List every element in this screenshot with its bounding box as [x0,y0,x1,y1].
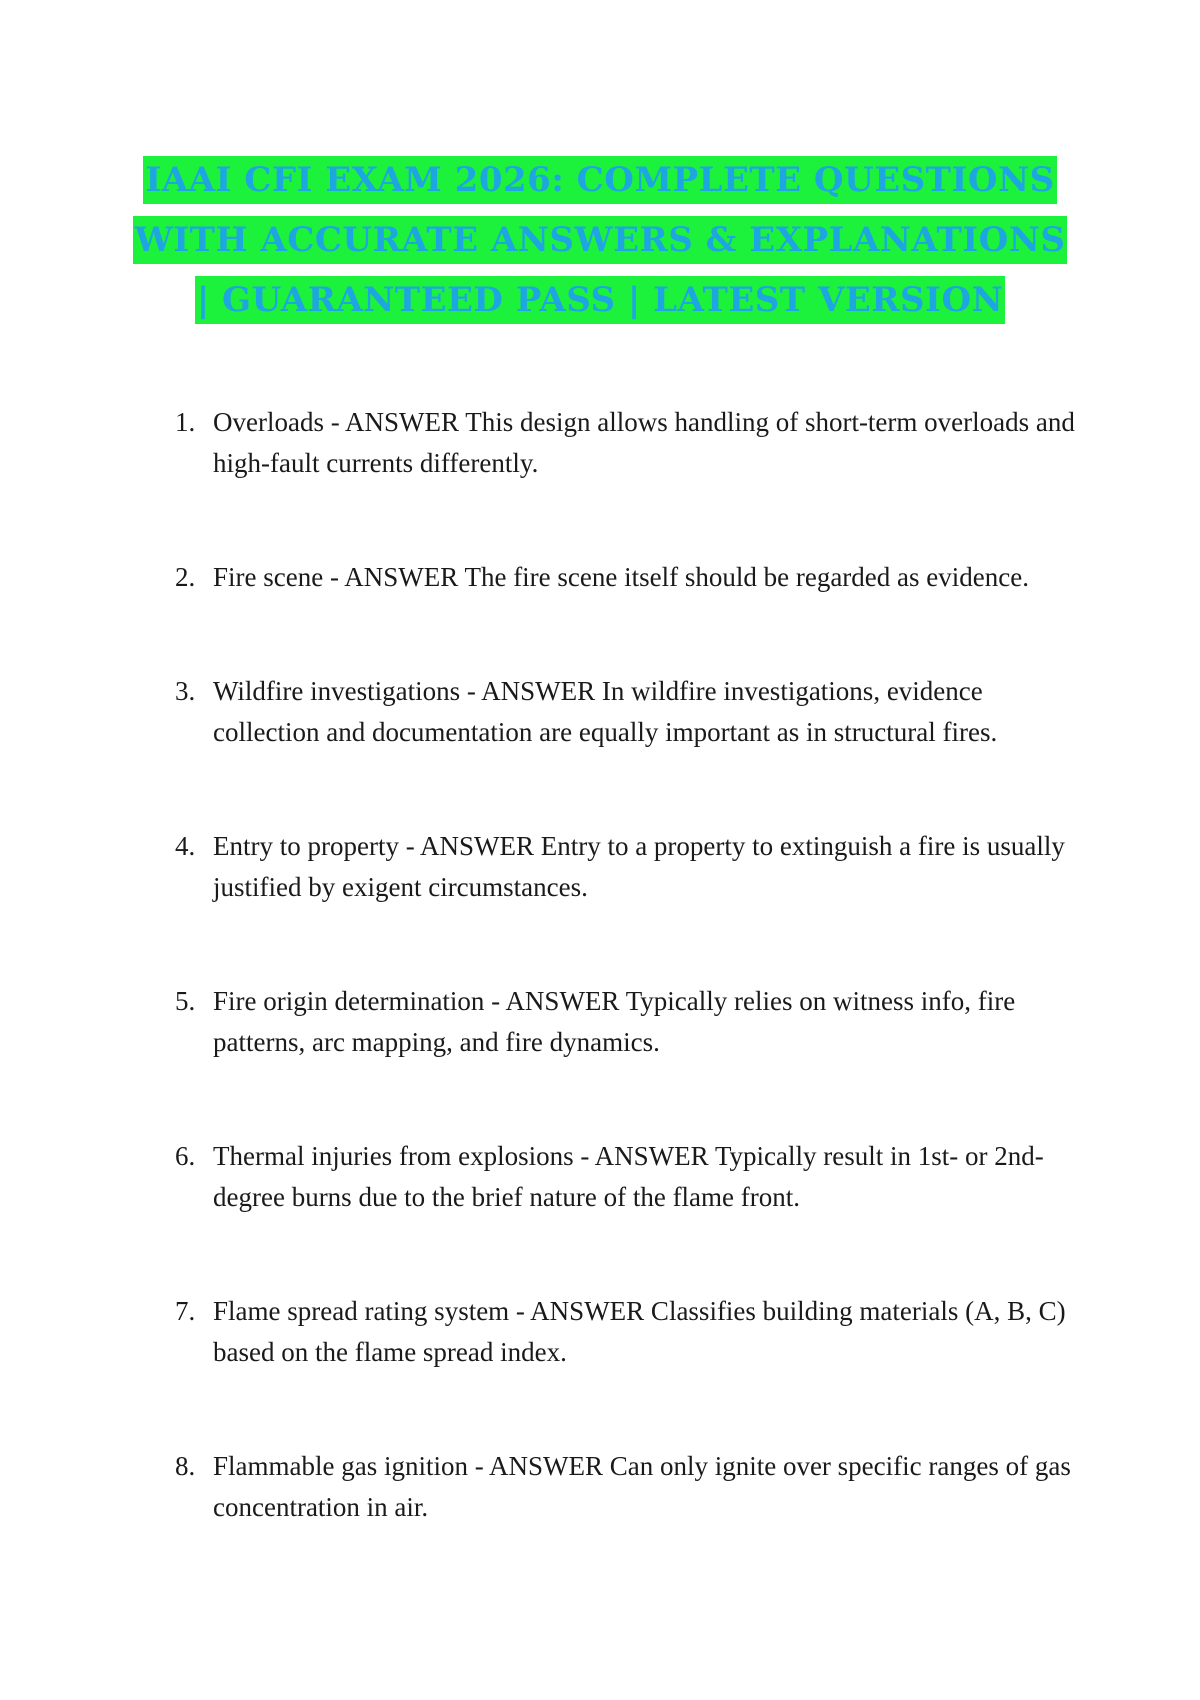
qa-list [175,402,1075,1601]
qa-item-8 [175,1446,1075,1528]
qa-item-5 [175,981,1075,1063]
document-title-block [130,150,1070,330]
qa-item-6 [175,1136,1075,1218]
qa-item-text: Wildfire investigations - ANSWER In wildfire investigations, evidence collection and documentation are equally important as in structural fires. [213,676,998,747]
qa-item-number: 8. [175,1451,196,1481]
qa-item-2 [175,557,1075,598]
qa-item-text: Flame spread rating system - ANSWER Classifies building materials (A, B, C) based on the flame spread index. [213,1296,1066,1367]
qa-item-number: 2. [175,562,196,592]
qa-item-1 [175,402,1075,484]
qa-item-number: 6. [175,1141,196,1171]
qa-item-number: 3. [175,676,196,706]
qa-item-number: 5. [175,986,196,1016]
qa-item-7 [175,1291,1075,1373]
document-title: IAAI CFI EXAM 2026: COMPLETE QUESTIONS WITH ACCURATE ANSWERS & EXPLANATIONS | GUARANTEED PASS | LATEST VERSION [133,156,1068,324]
qa-item-text: Flammable gas ignition - ANSWER Can only ignite over specific ranges of gas concentration in air. [213,1451,1071,1522]
qa-item-number: 7. [175,1296,196,1326]
qa-item-3 [175,671,1075,753]
qa-item-number: 4. [175,831,196,861]
qa-item-text: Thermal injuries from explosions - ANSWER Typically result in 1st- or 2nd-degree burns due to the brief nature of the flame front. [213,1141,1044,1212]
qa-item-number: 1. [175,407,196,437]
qa-item-4 [175,826,1075,908]
qa-item-text: Fire origin determination - ANSWER Typically relies on witness info, fire patterns, arc mapping, and fire dynamics. [213,986,1016,1057]
qa-item-text: Entry to property - ANSWER Entry to a property to extinguish a fire is usually justified by exigent circumstances. [213,831,1065,902]
qa-item-text: Fire scene - ANSWER The fire scene itself should be regarded as evidence. [213,562,1029,592]
qa-item-text: Overloads - ANSWER This design allows handling of short-term overloads and high-fault currents differently. [213,407,1075,478]
